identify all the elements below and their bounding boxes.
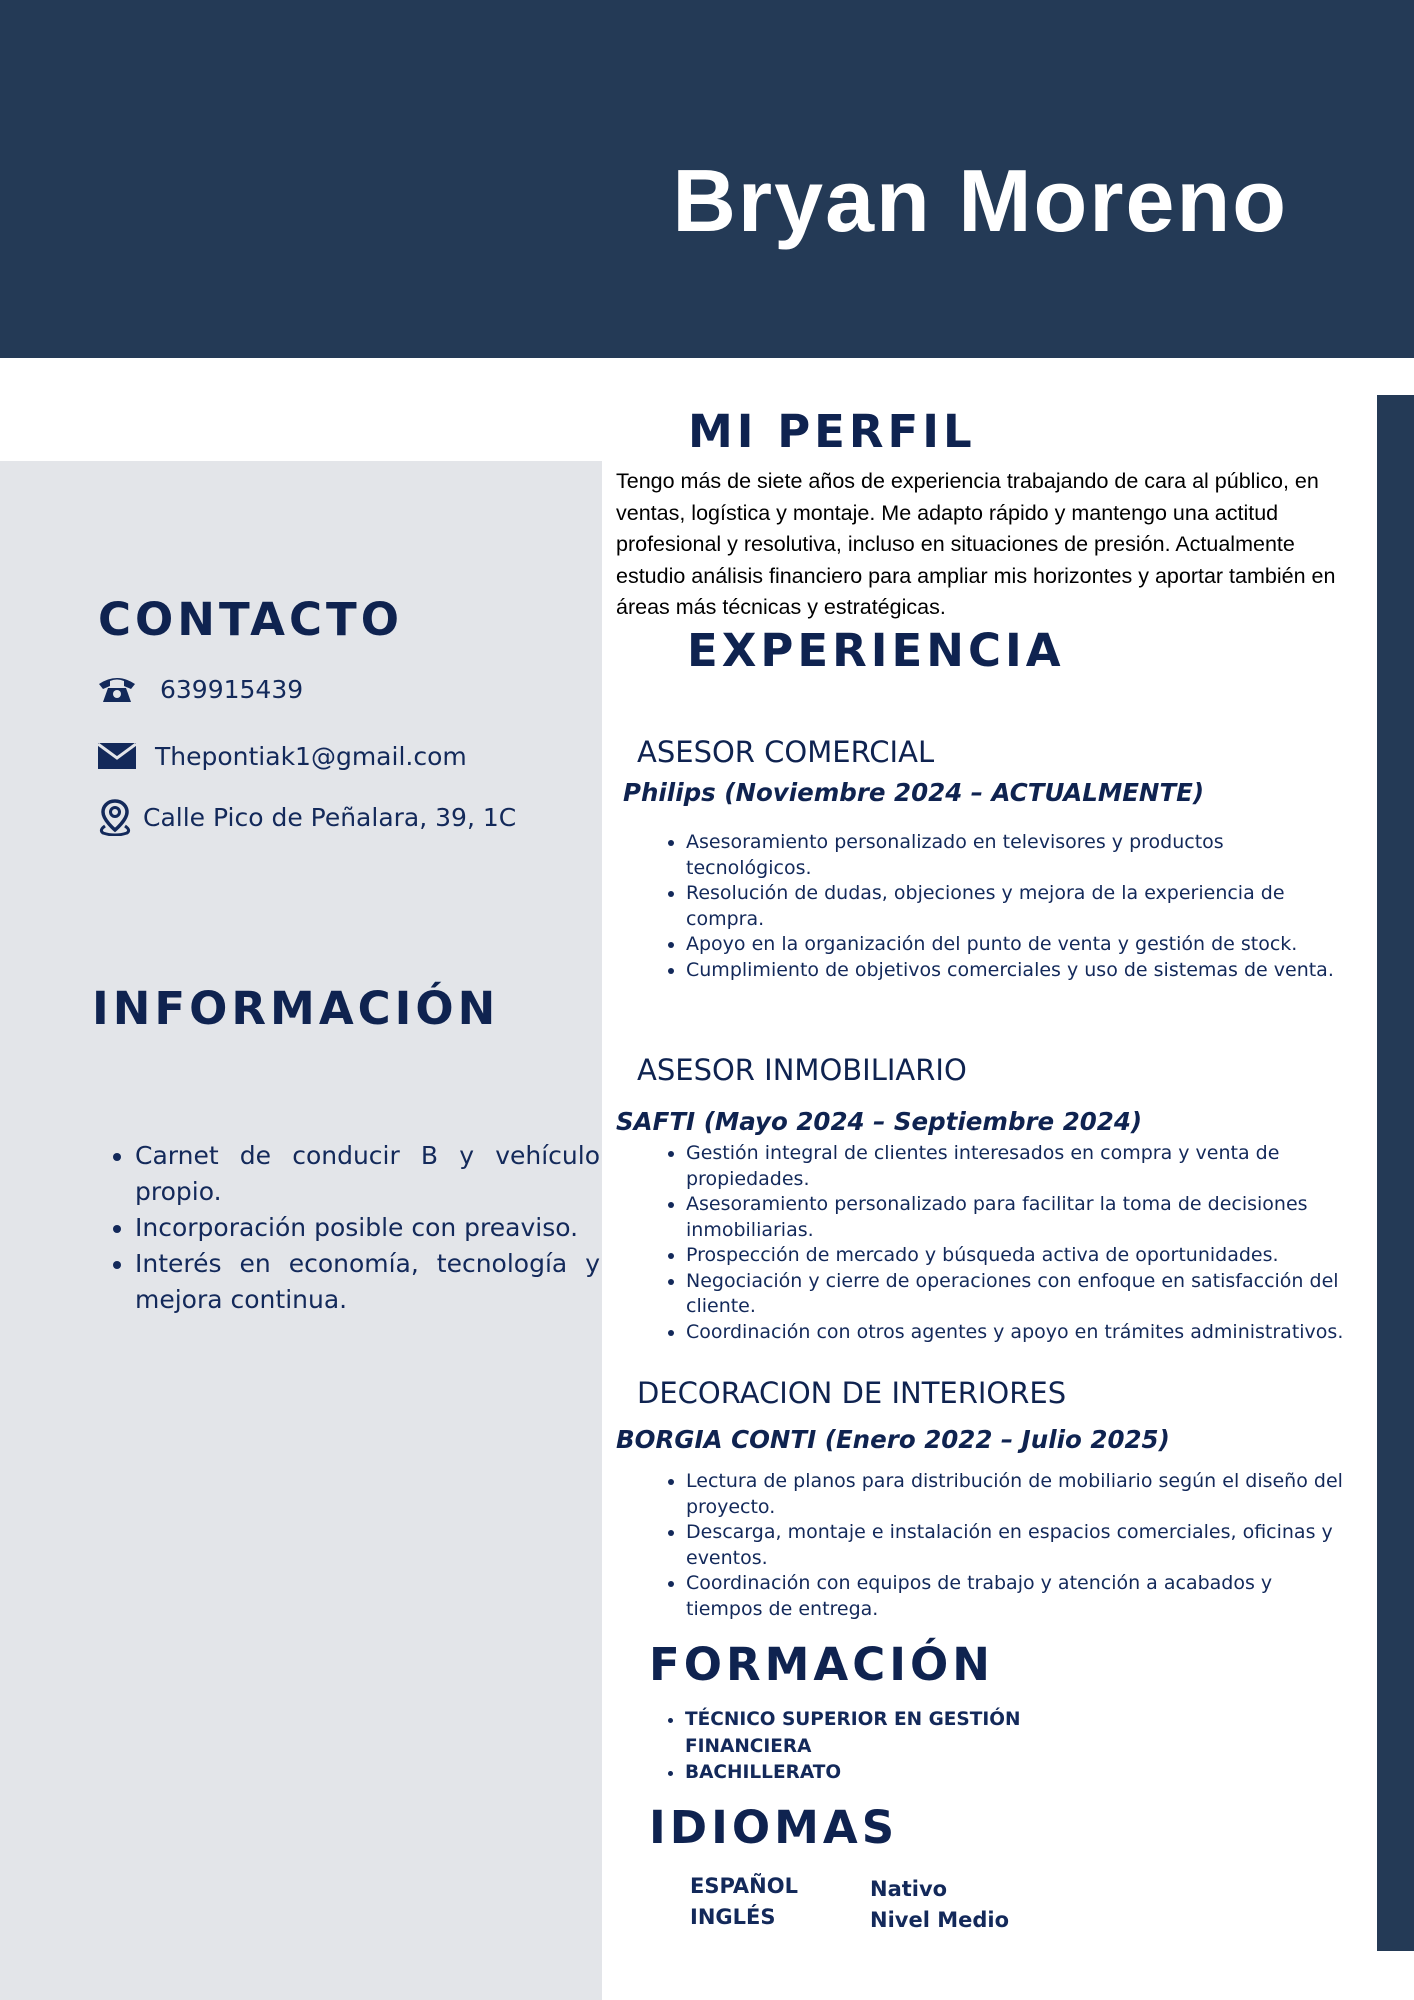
job-duties-list <box>657 830 1346 983</box>
phone-number: 639915439 <box>160 674 304 704</box>
information-list <box>105 1138 600 1318</box>
job-duties-list <box>657 1469 1346 1622</box>
job-title: ASESOR INMOBILIARIO <box>637 1053 967 1087</box>
job-duty: • Asesoramiento personalizado para facilitar la toma de decisiones inmobiliarias. <box>686 1192 1346 1243</box>
job-duty: • Resolución de dudas, objeciones y mejora de la experiencia de compra. <box>686 881 1346 932</box>
education-heading: FORMACIÓN <box>649 1638 994 1691</box>
contact-address <box>97 798 516 836</box>
contact-phone <box>96 674 303 704</box>
street-address: Calle Pico de Peñalara, 39, 1C <box>143 802 517 832</box>
contact-email <box>97 741 467 771</box>
candidate-name: Bryan Moreno <box>672 151 1288 250</box>
mail-icon <box>97 741 137 771</box>
profile-summary: Tengo más de siete años de experiencia trabajando de cara al público, en ventas, logística y montaje. Me adapto rápido y mantengo una actitud profesional y resolutiva, incluso en situaciones de presión. Actualmente estudio análisis financiero para ampliar mis horizontes y aportar también en áreas más técnicas y estratégicas. <box>616 469 1336 619</box>
language-name: ESPAÑOL <box>690 1874 798 1898</box>
information-heading: INFORMACIÓN <box>92 982 500 1035</box>
right-accent-bar <box>1377 395 1414 1951</box>
header-banner <box>0 0 1414 358</box>
job-company: SAFTI (Mayo 2024 – Septiembre 2024) <box>616 1107 1143 1136</box>
job-duty: • Descarga, montaje e instalación en espacios comerciales, oficinas y eventos. <box>686 1520 1346 1571</box>
job-title: DECORACION DE INTERIORES <box>637 1376 1067 1410</box>
job-duty: • Prospección de mercado y búsqueda activa de oportunidades. <box>686 1243 1346 1269</box>
experience-heading: EXPERIENCIA <box>687 624 1065 677</box>
language-name: INGLÉS <box>690 1905 776 1929</box>
job-title: ASESOR COMERCIAL <box>637 735 935 769</box>
information-item: • Incorporación posible con preaviso. <box>135 1210 600 1246</box>
job-company: Philips (Noviembre 2024 – ACTUALMENTE) <box>623 778 1205 807</box>
education-item: • TÉCNICO SUPERIOR EN GESTIÓN FINANCIERA <box>685 1707 1065 1760</box>
job-duty: • Negociación y cierre de operaciones con enfoque en satisfacción del cliente. <box>686 1269 1346 1320</box>
job-duties-list <box>657 1141 1346 1345</box>
information-item: • Interés en economía, tecnología y mejora continua. <box>135 1246 600 1318</box>
email-address: Thepontiak1@gmail.com <box>155 741 467 771</box>
job-company: BORGIA CONTI (Enero 2022 – Julio 2025) <box>616 1425 1170 1454</box>
education-list <box>656 1707 1065 1787</box>
job-duty: • Gestión integral de clientes interesados en compra y venta de propiedades. <box>686 1141 1346 1192</box>
language-level: Nivel Medio <box>870 1908 1010 1932</box>
job-duty: • Asesoramiento personalizado en televisores y productos tecnológicos. <box>686 830 1346 881</box>
phone-icon <box>96 674 138 704</box>
job-duty: • Coordinación con equipos de trabajo y atención a acabados y tiempos de entrega. <box>686 1571 1346 1622</box>
location-pin-icon <box>97 798 133 836</box>
job-duty: • Cumplimiento de objetivos comerciales y uso de sistemas de venta. <box>686 958 1346 984</box>
education-item: • BACHILLERATO <box>685 1760 1065 1787</box>
language-level: Nativo <box>870 1877 948 1901</box>
contact-heading: CONTACTO <box>98 593 403 646</box>
job-duty: • Apoyo en la organización del punto de venta y gestión de stock. <box>686 932 1346 958</box>
profile-heading: MI PERFIL <box>688 405 976 458</box>
job-duty: • Coordinación con otros agentes y apoyo en trámites administrativos. <box>686 1320 1346 1346</box>
information-item: • Carnet de conducir B y vehículo propio. <box>135 1138 600 1210</box>
job-duty: • Lectura de planos para distribución de mobiliario según el diseño del proyecto. <box>686 1469 1346 1520</box>
languages-heading: IDIOMAS <box>649 1801 899 1854</box>
